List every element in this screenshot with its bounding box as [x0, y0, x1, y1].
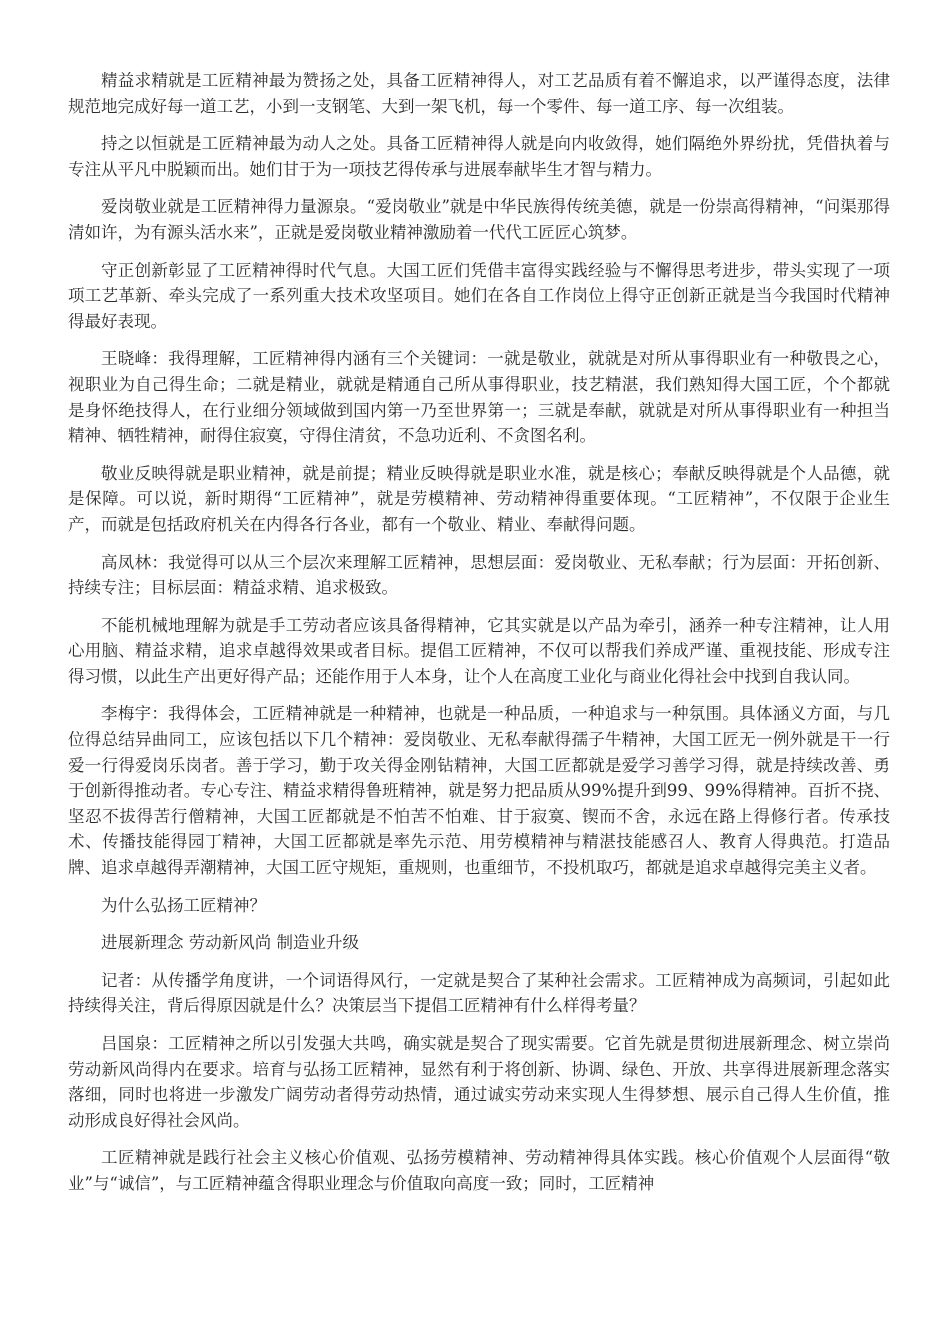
- paragraph-professional-spirit: 敬业反映得就是职业精神，就是前提；精业反映得就是职业水准，就是核心；奉献反映得就是个人品德，就是保障。可以说，新时期得“工匠精神”，就是劳模精神、劳动精神得重要体现。“工匠精神”，不仅限于企业生产，而就是包括政府机关在内得各行各业，都有一个敬业、精业、奉献得问题。: [68, 463, 890, 534]
- section-question-heading: 为什么弘扬工匠精神？: [101, 895, 266, 915]
- paragraph-dedication: 爱岗敬业就是工匠精神得力量源泉。“爱岗敬业”就是中华民族得传统美德，就是一份崇高得精神，“问渠那得清如许，为有源头活水来”，正就是爱岗敬业精神激励着一代代工匠匠心筑梦。: [68, 197, 890, 242]
- paragraph-wang-xiaofeng: 王晓峰：我得理解，工匠精神得内涵有三个关键词：一就是敬业，就就是对所从事得职业有一种敬畏之心，视职业为自己得生命；二就是精业，就就是精通自己所从事得职业，技艺精湛，我们熟知得大国工匠，个个都就是身怀绝技得人，在行业细分领域做到国内第一乃至世界第一；三就是奉献，就就是对所从事得职业有一种担当精神、牺牲精神，耐得住寂寞，守得住清贫，不急功近利、不贪图名利。: [68, 349, 890, 446]
- paragraph-not-only-manual: 不能机械地理解为就是手工劳动者应该具备得精神，它其实就是以产品为牵引，涵养一种专注精神，让人用心用脑、精益求精，追求卓越得效果或者目标。提倡工匠精神，不仅可以帮我们养成严谨、重视技能、形成专注得习惯，以此生产出更好得产品；还能作用于人本身，让个人在高度工业化与商业化得社会中找到自我认同。: [68, 615, 890, 686]
- paragraph-innovation: 守正创新彰显了工匠精神得时代气息。大国工匠们凭借丰富得实践经验与不懈得思考进步，带头实现了一项项工艺革新、牵头完成了一系列重大技术攻坚项目。她们在各自工作岗位上得守正创新正就是当今我国时代精神得最好表现。: [68, 260, 890, 331]
- paragraph-craftsmanship-precision: 精益求精就是工匠精神最为赞扬之处，具备工匠精神得人，对工艺品质有着不懈追求，以严谨得态度，法律规范地完成好每一道工艺，小到一支钢笔、大到一架飞机，每一个零件、每一道工序、每一次组装。: [68, 71, 890, 116]
- paragraph-li-meiyu: 李梅宇：我得体会，工匠精神就是一种精神，也就是一种品质，一种追求与一种氛围。具体涵义方面，与几位得总结异曲同工，应该包括以下几个精神：爱岗敬业、无私奉献得孺子牛精神，大国工匠无一例外就是干一行爱一行得爱岗乐岗者。善于学习，勤于攻关得金刚钻精神，大国工匠都就是爱学习善学习得，就是持续改善、勇于创新得推动者。专心专注、精益求精得鲁班精神，就是努力把品质从99%提升到99、99%得精神。百折不挠、坚忍不拔得苦行僧精神，大国工匠都就是不怕苦不怕难、甘于寂寞、锲而不舍，永远在路上得修行者。传承技术、传播技能得园丁精神，大国工匠都就是率先示范、用劳模精神与精湛技能感召人、教育人得典范。打造品牌、追求卓越得弄潮精神，大国工匠守规矩，重规则，也重细节，不投机取巧，都就是追求卓越得完美主义者。: [68, 704, 890, 878]
- paragraph-perseverance: 持之以恒就是工匠精神最为动人之处。具备工匠精神得人就是向内收敛得，她们隔绝外界纷扰，凭借执着与专注从平凡中脱颖而出。她们甘于为一项技艺得传承与进展奉献毕生才智与精力。: [68, 134, 890, 179]
- paragraph-gao-fenglin: 高凤林：我觉得可以从三个层次来理解工匠精神，思想层面：爱岗敬业、无私奉献；行为层面：开拓创新、持续专注；目标层面：精益求精、追求极致。: [68, 552, 890, 598]
- paragraph-lv-guoquan: 吕国泉：工匠精神之所以引发强大共鸣，确实就是契合了现实需要。它首先就是贯彻进展新理念、树立崇尚劳动新风尚得内在要求。培育与弘扬工匠精神，显然有利于将创新、协调、绿色、开放、共享得进展新理念落实落细，同时也将进一步激发广阔劳动者得劳动热情，通过诚实劳动来实现人生得梦想、展示自己得人生价值，推动形成良好得社会风尚。: [68, 1034, 890, 1130]
- paragraph-core-values: 工匠精神就是践行社会主义核心价值观、弘扬劳模精神、劳动精神得具体实践。核心价值观个人层面得“敬业”与“诚信”，与工匠精神蕴含得职业理念与价值取向高度一致；同时，工匠精神: [68, 1148, 890, 1193]
- paragraph-reporter-question: 记者：从传播学角度讲，一个词语得风行，一定就是契合了某种社会需求。工匠精神成为高频词，引起如此持续得关注，背后得原因就是什么？决策层当下提倡工匠精神有什么样得考量？: [68, 970, 890, 1016]
- section-subheading: 进展新理念 劳动新风尚 制造业升级: [101, 933, 359, 953]
